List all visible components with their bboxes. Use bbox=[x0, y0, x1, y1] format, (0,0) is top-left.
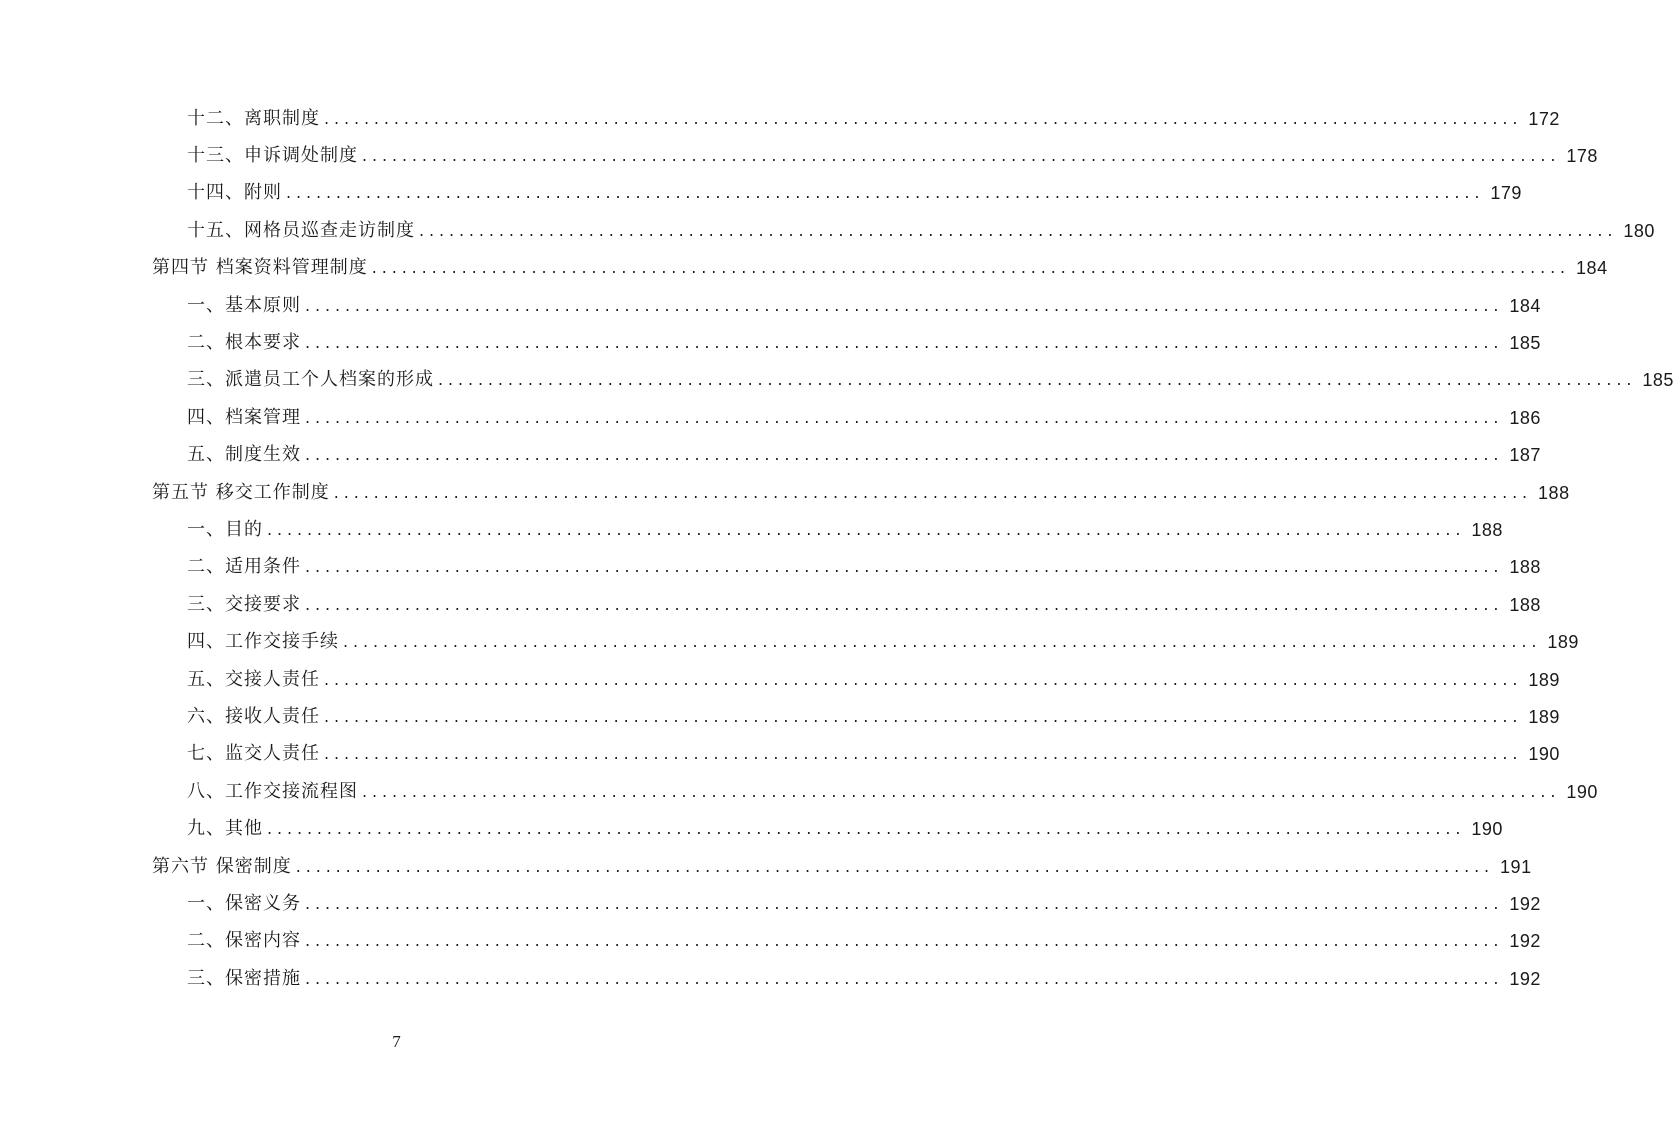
dot-leader: ........................................................................................................................ bbox=[371, 258, 1571, 278]
toc-entry-page-number: 187 bbox=[1509, 445, 1541, 466]
toc-entry-page-number: 184 bbox=[1509, 295, 1541, 316]
toc-entry-title: 十四、附则 bbox=[187, 182, 282, 204]
dot-leader: ........................................................................................................................ bbox=[286, 183, 1485, 203]
toc-entry bbox=[0, 736, 1560, 773]
dot-leader: ........................................................................................................................ bbox=[438, 370, 1637, 390]
toc-entry-title: 四、工作交接手续 bbox=[187, 631, 339, 653]
toc-entry bbox=[0, 137, 1598, 174]
toc-entry bbox=[0, 773, 1598, 810]
toc-entry-line bbox=[187, 406, 1541, 428]
toc-entry-title: 九、其他 bbox=[187, 818, 263, 840]
toc-entry bbox=[0, 549, 1541, 586]
toc-entry-title: 一、基本原则 bbox=[187, 294, 301, 316]
dot-leader: ........................................................................................................................ bbox=[305, 968, 1504, 988]
dot-leader: ........................................................................................................................ bbox=[324, 669, 1523, 689]
toc-entry-page-number: 190 bbox=[1471, 819, 1503, 840]
toc-entry-page-number: 190 bbox=[1528, 744, 1560, 765]
toc-entry-page-number: 185 bbox=[1509, 333, 1541, 354]
toc-entry-title: 三、交接要求 bbox=[187, 593, 301, 615]
toc-entry-line bbox=[187, 818, 1503, 840]
dot-leader: ........................................................................................................................ bbox=[324, 706, 1523, 726]
toc-entry-title: 第六节 保密制度 bbox=[152, 855, 292, 877]
toc-entry-page-number: 184 bbox=[1576, 258, 1608, 279]
toc-entry-title: 八、工作交接流程图 bbox=[187, 780, 358, 802]
toc-entry bbox=[0, 287, 1541, 324]
toc-entry-page-number: 191 bbox=[1500, 856, 1532, 877]
toc-entry-title: 十二、离职制度 bbox=[187, 107, 320, 129]
toc-entry-title: 十三、申诉调处制度 bbox=[187, 145, 358, 167]
dot-leader: ........................................................................................................................ bbox=[267, 819, 1466, 839]
toc-entry-line bbox=[152, 855, 1532, 877]
toc-entry bbox=[0, 399, 1541, 436]
toc-entry-title: 六、接收人责任 bbox=[187, 705, 320, 727]
toc-entry-page-number: 186 bbox=[1509, 407, 1541, 428]
toc-entry-line bbox=[187, 444, 1541, 466]
toc-entry bbox=[0, 623, 1579, 660]
toc-entry bbox=[0, 362, 1674, 399]
toc-entry-title: 五、交接人责任 bbox=[187, 668, 320, 690]
toc-entry-line bbox=[187, 219, 1655, 241]
toc-entry-line bbox=[187, 930, 1541, 952]
toc-entry bbox=[0, 586, 1541, 623]
toc-entry-title: 五、制度生效 bbox=[187, 444, 301, 466]
toc-entry-title: 一、目的 bbox=[187, 518, 263, 540]
toc-entry bbox=[0, 437, 1541, 474]
toc-entry bbox=[0, 100, 1560, 137]
toc-entry-title: 第五节 移交工作制度 bbox=[152, 481, 330, 503]
toc-entry-title: 三、派遣员工个人档案的形成 bbox=[187, 369, 434, 391]
toc-entry-line bbox=[187, 556, 1541, 578]
toc-entry-page-number: 190 bbox=[1566, 781, 1598, 802]
toc-entry-line bbox=[187, 593, 1541, 615]
toc-section-entry bbox=[0, 848, 1532, 885]
toc-entry-line bbox=[187, 107, 1560, 129]
toc-entry bbox=[0, 810, 1503, 847]
toc-entry-page-number: 192 bbox=[1509, 968, 1541, 989]
table-of-contents bbox=[0, 100, 1674, 997]
toc-entry-line bbox=[187, 668, 1560, 690]
dot-leader: ........................................................................................................................ bbox=[305, 333, 1504, 353]
toc-entry-page-number: 188 bbox=[1509, 594, 1541, 615]
toc-entry-line bbox=[187, 294, 1541, 316]
toc-entry-page-number: 188 bbox=[1509, 557, 1541, 578]
toc-entry bbox=[0, 923, 1541, 960]
toc-entry-page-number: 189 bbox=[1528, 669, 1560, 690]
dot-leader: ........................................................................................................................ bbox=[305, 893, 1504, 913]
toc-entry-line bbox=[187, 743, 1560, 765]
toc-section-entry bbox=[0, 474, 1570, 511]
toc-entry-line bbox=[187, 518, 1503, 540]
toc-entry-line bbox=[187, 332, 1541, 354]
dot-leader: ........................................................................................................................ bbox=[305, 407, 1504, 427]
toc-entry-title: 十五、网格员巡查走访制度 bbox=[187, 219, 415, 241]
toc-entry-title: 二、保密内容 bbox=[187, 930, 301, 952]
dot-leader: ........................................................................................................................ bbox=[267, 519, 1466, 539]
dot-leader: ........................................................................................................................ bbox=[305, 594, 1504, 614]
toc-entry bbox=[0, 511, 1503, 548]
toc-entry bbox=[0, 212, 1655, 249]
toc-entry-page-number: 179 bbox=[1490, 183, 1522, 204]
toc-entry-title: 二、适用条件 bbox=[187, 556, 301, 578]
dot-leader: ........................................................................................................................ bbox=[305, 557, 1504, 577]
dot-leader: ........................................................................................................................ bbox=[324, 744, 1523, 764]
toc-entry-line bbox=[187, 705, 1560, 727]
toc-entry-line bbox=[187, 892, 1541, 914]
dot-leader: ........................................................................................................................ bbox=[324, 108, 1523, 128]
dot-leader: ........................................................................................................................ bbox=[305, 931, 1504, 951]
dot-leader: ........................................................................................................................ bbox=[295, 856, 1495, 876]
toc-entry bbox=[0, 960, 1541, 997]
toc-entry-page-number: 189 bbox=[1528, 706, 1560, 727]
toc-entry-title: 四、档案管理 bbox=[187, 406, 301, 428]
toc-entry-page-number: 178 bbox=[1566, 146, 1598, 167]
toc-entry-title: 七、监交人责任 bbox=[187, 743, 320, 765]
dot-leader: ........................................................................................................................ bbox=[362, 781, 1561, 801]
toc-entry-title: 第四节 档案资料管理制度 bbox=[152, 257, 368, 279]
toc-entry-line bbox=[187, 780, 1598, 802]
toc-entry bbox=[0, 698, 1560, 735]
toc-entry-title: 一、保密义务 bbox=[187, 892, 301, 914]
dot-leader: ........................................................................................................................ bbox=[305, 295, 1504, 315]
toc-entry-line bbox=[187, 182, 1522, 204]
toc-entry-line bbox=[187, 145, 1598, 167]
toc-entry-page-number: 188 bbox=[1538, 482, 1570, 503]
toc-entry-page-number: 185 bbox=[1642, 370, 1674, 391]
dot-leader: ........................................................................................................................ bbox=[333, 482, 1533, 502]
page-number: 7 bbox=[392, 1032, 401, 1051]
dot-leader: ........................................................................................................................ bbox=[305, 445, 1504, 465]
toc-entry-page-number: 180 bbox=[1623, 220, 1655, 241]
toc-entry-line bbox=[152, 481, 1570, 503]
toc-section-entry bbox=[0, 250, 1608, 287]
toc-entry-line bbox=[187, 967, 1541, 989]
toc-entry-page-number: 189 bbox=[1547, 632, 1579, 653]
dot-leader: ........................................................................................................................ bbox=[343, 632, 1542, 652]
toc-entry-title: 三、保密措施 bbox=[187, 967, 301, 989]
toc-entry bbox=[0, 324, 1541, 361]
toc-entry-page-number: 192 bbox=[1509, 893, 1541, 914]
toc-entry-page-number: 172 bbox=[1528, 108, 1560, 129]
toc-entry-title: 二、根本要求 bbox=[187, 332, 301, 354]
toc-entry-line bbox=[187, 369, 1674, 391]
toc-entry bbox=[0, 175, 1522, 212]
toc-entry-page-number: 188 bbox=[1471, 519, 1503, 540]
dot-leader: ........................................................................................................................ bbox=[419, 220, 1618, 240]
dot-leader: ........................................................................................................................ bbox=[362, 146, 1561, 166]
toc-entry bbox=[0, 661, 1560, 698]
toc-entry-line bbox=[152, 257, 1608, 279]
toc-entry-line bbox=[187, 631, 1579, 653]
toc-entry bbox=[0, 885, 1541, 922]
toc-entry-page-number: 192 bbox=[1509, 931, 1541, 952]
